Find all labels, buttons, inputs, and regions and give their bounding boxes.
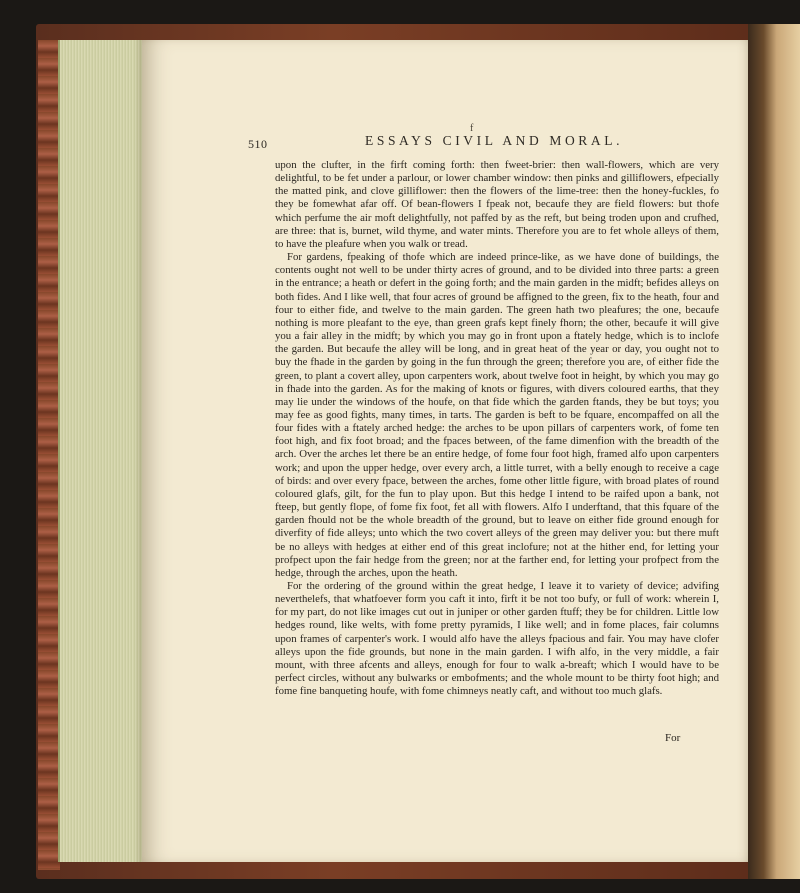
paragraph: upon the clufter, in the firft coming forth: then fweet-brier: then wall-flowers, which are very delightful, to be fet under a parlour, or lower chamber window: then pinks and gilliflowers, efpecially the matted pink, and clove gilliflower: then the flowers of the lime-tree: then the honey-fuckles, fo they be fomewhat afar off. Of bean-flowers I fpeak not, becaufe they are field flowers: but thofe which perfume the air moft delightfully, not paffed by as the reft, but being troden upon and crufhed, are three: that is, burnet, wild thyme, and water mints. Therefore you are to fet whole alleys of them, to have the pleafure when you walk or tread. xyxy=(275,159,719,250)
body-text xyxy=(275,159,719,698)
paragraph: For the ordering of the ground within the great hedge, I leave it to variety of device; advifing neverthelefs, that whatfoever form you caft it into, firft it be not too bufy, or full of work: wherein I, for my part, do not like images cut out in juniper or other garden ftuff; they be for children. Little low hedges round, like welts, with fome pretty pyramids, I like well; and in fome places, fair columns upon frames of carpenter's work. I would alfo have the alleys fpacious and fair. You may have clofer alleys upon the fide grounds, but none in the main garden. I wifh alfo, in the very middle, a fair mount, with three afcents and alleys, enough for four to walk a-breaft; which I would have to be perfect circles, without any bulwarks or embofments; and the whole mount to be thirty foot high; and fome fine banqueting houfe, with fome chimneys neatly caft, and without too much glafs. xyxy=(275,580,719,698)
paragraph: For gardens, fpeaking of thofe which are indeed prince-like, as we have done of buildings, the contents ought not well to be under thirty acres of ground, and to be divided into three parts: a green in the entrance; a heath or defert in the going forth; and the main garden in the midft; befides alleys on both fides. And I like well, that four acres of ground be affigned to the green, fix to the heath, four and four to either fide, and twelve to the main garden. The green hath two pleafures; the one, becaufe nothing is more pleafant to the eye, than green grafs kept finely fhorn; the other, becaufe it will give you a fair alley in the midft; by which you may go in front upon a ftately hedge, which is to inclofe the garden. But becaufe the alley will be long, and in great heat of the year or day, you ought not to buy the fhade in the garden by going in the fun through the green; therefore you are, of either fide the green, to plant a covert alley, upon carpenters work, about twelve foot in height, by which you may go in fhade into the garden. As for the making of knots or figures, with divers coloured earths, that they may lie under the windows of the houfe, on that fide which the garden ftands, they be but toys; you may fee as good fights, many times, in tarts. The garden is beft to be fquare, encompaffed on all the four fides with a ftately arched hedge: the arches to be upon pillars of carpenters work, of fome ten foot high, and fix foot broad; and the fpaces between, of the fame dimenfion with the breadth of the arch. Over the arches let there be an entire hedge, of fome four foot high, framed alfo upon carpenters work; and upon the upper hedge, over every arch, a little turret, with a belly enough to receive a cage of birds: and over every fpace, between the arches, fome other little figure, with broad plates of round coloured glafs, gilt, for the fun to play upon. But this hedge I intend to be raifed upon a bank, not fteep, but gently flope, of fome fix foot, fet all with flowers. Alfo I underftand, that this fquare of the garden fhould not be the whole breadth of the ground, but to leave on either fide ground enough for diverfity of fide alleys; unto which the two covert alleys of the green may deliver you: but there muft be no alleys with hedges at either end of this great inclofure; not at the hither end, for letting your profpect upon the fair hedge from the green; nor at the farther end, for letting your profpect from the hedge, through the arches, upon the heath. xyxy=(275,251,719,579)
running-head: ESSAYS CIVIL AND MORAL. xyxy=(365,133,624,148)
facing-board xyxy=(748,24,800,879)
printer-mark: f xyxy=(470,123,474,134)
catchword: For xyxy=(665,732,681,744)
page-number: 510 xyxy=(248,137,268,151)
page-block-edges xyxy=(58,40,144,862)
marbled-edge xyxy=(38,40,60,870)
